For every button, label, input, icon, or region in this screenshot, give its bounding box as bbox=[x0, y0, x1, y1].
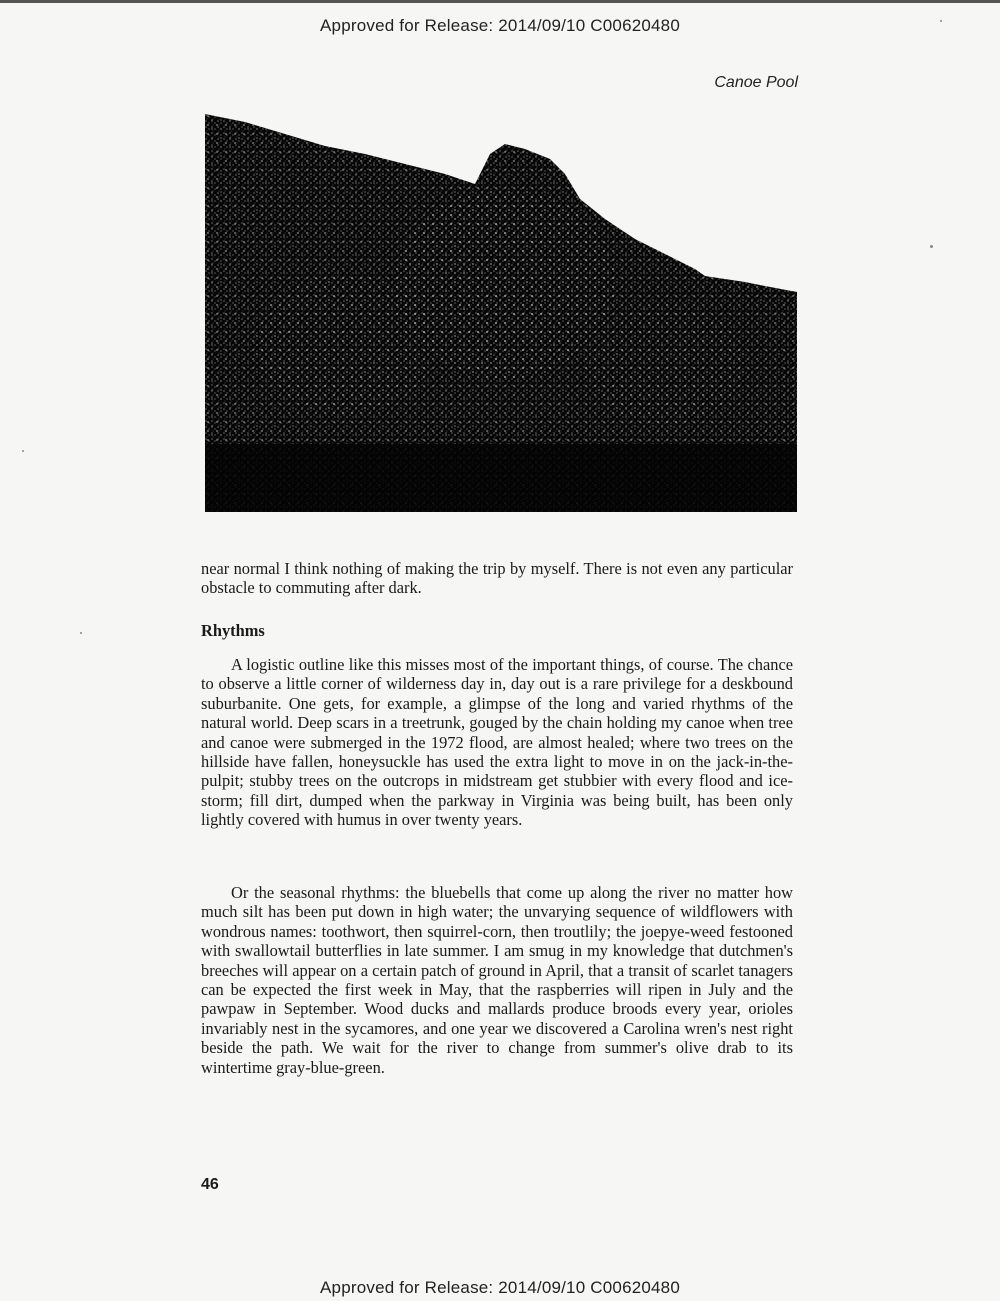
release-stamp-top: Approved for Release: 2014/09/10 C00620480 bbox=[320, 16, 680, 35]
scan-speck bbox=[940, 20, 942, 22]
forest-photo-image bbox=[205, 114, 797, 512]
scan-speck bbox=[22, 450, 24, 452]
scan-top-edge bbox=[0, 0, 1000, 3]
continuation-text: near normal I think nothing of making the trip by myself. There is not even any particular obstacle to commuting after dark. bbox=[201, 559, 793, 598]
running-head: Canoe Pool bbox=[714, 74, 798, 91]
paragraph-logistic-text: A logistic outline like this misses most of the important things, of course. The chance to observe a little corner of wilderness day in, day out is a rare privilege for a deskbound suburbanite. One gets, for example, a glimpse of the long and varied rhythms of the natural world. Deep scars in a treetrunk, gouged by the chain holding my canoe when tree and canoe were submerged in the 1972 flood, are almost healed; where two trees on the hillside have fallen, honeysuckle has used the extra light to move in on the jack-in-the-pulpit; stubby trees on the outcrops in midstream get stubbier with every flood and ice-storm; fill dirt, dumped when the parkway in Virginia was being built, has been only lightly covered with humus in over twenty years. bbox=[201, 655, 793, 830]
page-number: 46 bbox=[201, 1176, 219, 1193]
release-stamp-bottom: Approved for Release: 2014/09/10 C00620480 bbox=[320, 1278, 680, 1297]
paragraph-seasonal bbox=[201, 883, 793, 1077]
continuation-paragraph bbox=[201, 559, 793, 598]
forest-photo bbox=[205, 114, 797, 512]
scan-speck bbox=[80, 632, 82, 634]
section-heading: Rhythms bbox=[201, 621, 265, 640]
scan-speck bbox=[930, 245, 933, 248]
paragraph-seasonal-text: Or the seasonal rhythms: the bluebells that come up along the river no matter how much silt has been put down in high water; the unvarying sequence of wildflowers with wondrous names: toothwort, then squirrel-corn, then troutlily; the joepye-weed festooned with swallowtail butterflies in late summer. I am smug in my knowledge that dutchmen's breeches will appear on a certain patch of ground in April, that a transit of scarlet tanagers can be expected the first week in May, that the raspberries will ripen in July and the pawpaw in September. Wood ducks and mallards produce broods every year, orioles invariably nest in the sycamores, and one year we discovered a Carolina wren's nest right beside the path. We wait for the river to change from summer's olive drab to its wintertime gray-blue-green. bbox=[201, 883, 793, 1077]
paragraph-logistic bbox=[201, 655, 793, 830]
